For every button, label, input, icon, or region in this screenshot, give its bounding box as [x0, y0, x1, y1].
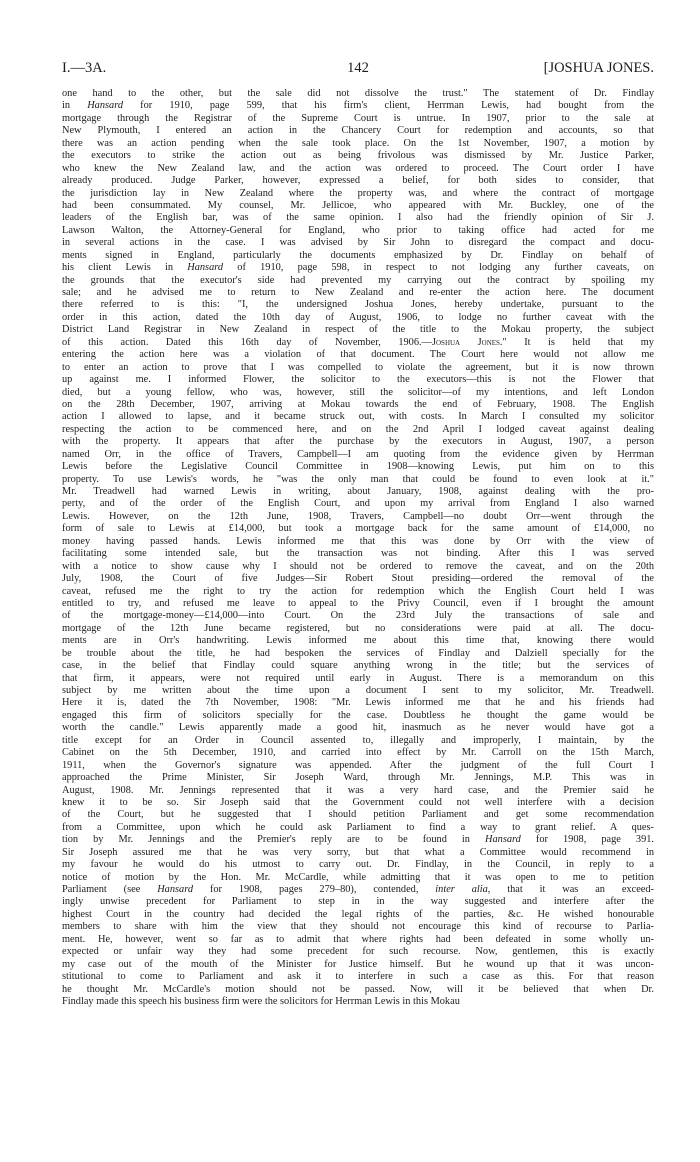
- text-line: of the Court, but he suggested that I should petition Parliament and get some recommendation: [62, 809, 654, 821]
- text-line: ment. He, however, went so far as to admit that where rights had been defeated in some wholly un-: [62, 933, 654, 945]
- text-line: the jurisdiction lay in New Zealand where the property was, and where the contract of mortgage: [62, 187, 654, 199]
- text-line: named Orr, in the office of Travers, Campbell—I am quoting from the evidence given by Herrman: [62, 448, 654, 460]
- text-line: from a Committee, upon which he could ask Parliament to find a way to grant relief. A ques-: [62, 821, 654, 833]
- text-line: who knew the New Zealand law, and the action was ordered to proceed. The Court order I have: [62, 162, 654, 174]
- text-line: Parliament (see Hansard for 1908, pages 279–80), contended, inter alia, that it was an exceed-: [62, 884, 654, 895]
- text-line: be trouble about the title, he had bespoken the services of Findlay and Dalziell specially for the: [62, 647, 654, 659]
- text-line: the executors to strike the action out as being frivolous was dismissed by Mr. Justice Parker,: [62, 150, 654, 162]
- text-line: title except for an Order in Council assented to, illegally and improperly, I maintain, by the: [62, 734, 654, 746]
- text-line: 1911, when the Governor's signature was appended. After the judgment of the full Court I: [62, 759, 654, 771]
- text-line: knew it to be so. Sir Joseph said that the Government could not well interfere with a decision: [62, 796, 654, 808]
- text-line: subject by me written about the time upon a document I sent to my solicitor, Mr. Treadwell.: [62, 685, 654, 696]
- text-line: he thought Mr. McCardle's motion should not be passed. Now, will it be believed that when Dr.: [62, 983, 654, 995]
- text-line: leaders of the English bar, was of the same opinion. I also had the friendly opinion of Sir J.: [62, 212, 654, 224]
- text-line: action I allowed to lapse, and it became struck out, with costs. In March I consulted my solicitor: [62, 411, 654, 423]
- text-line: my favour he would do his utmost to carry out. Dr. Findlay, in the Council, in reply to a: [62, 859, 654, 871]
- text-line: Findlay made this speech his business firm were the solicitors for Herrman Lewis in this Mokau: [62, 995, 460, 1007]
- text-line: with a notice to show cause why I should not be ordered to remove the caveat, and on the 20th: [62, 560, 654, 572]
- text-line: there referred to is this: "I, the undersigned Joshua Jones, hereby undertake, pursuant to the: [62, 299, 654, 311]
- text-line: Here it is, dated the 7th November, 1908: "Mr. Lewis informed me that he and his friends had: [62, 697, 654, 709]
- text-line: July, 1908, the Court of five Judges—Sir Robert Stout presiding—ordered the removal of the: [62, 573, 654, 585]
- witness-name: [JOSHUA JONES.: [543, 60, 654, 76]
- text-line: perty, and of the order of the English Court, and upon my arrival from England I also warned: [62, 498, 654, 510]
- text-line: of the mortgage-money—£14,000—into Court. On the 23rd July the transactions of sale and: [62, 610, 654, 622]
- text-line: one hand to the other, but the sale did not dissolve the trust." The statement of Dr. Findlay: [62, 88, 654, 99]
- text-line: to enter an action to prove that I was compelled to violate the agreement, but it is now thrown: [62, 361, 654, 373]
- text-line: ments are in Orr's handwriting. Lewis informed me about this time that, knowing there would: [62, 635, 654, 647]
- text-line: money having passed hands. Lewis informed me that this was done by Orr with the view of: [62, 535, 654, 547]
- page-header: [62, 60, 654, 80]
- text-line: members to share with him the view that they should not encourage this kind of recourse to Parlia-: [62, 921, 654, 933]
- text-line: caveat, refused me the right to try the action for redemption which the English Court held I was: [62, 585, 654, 597]
- text-line: Lawson Walton, the Attorney-General for England, who prior to taking office had acted for me: [62, 224, 654, 236]
- text-line: notice of motion by the Hon. Mr. McCardle, while admitting that it was open to me to petition: [62, 871, 654, 883]
- text-line: Lewis. However, on the 12th June, 1908, Travers, Campbell—no doubt Orr—went through the: [62, 510, 654, 522]
- text-line: with the property. It appears that after the purchase by the executors in August, 1907, a person: [62, 436, 654, 448]
- text-line: ments signed in England, particularly the documents emphasized by Dr. Findlay on behalf of: [62, 249, 654, 261]
- text-line: New Plymouth, I entered an action in the Chancery Court for redemption and accounts, so that: [62, 125, 654, 137]
- series-reference: I.—3A.: [62, 60, 107, 76]
- text-line: entitled to try, and refused me leave to appeal to the Privy Council, even if I brought the amount: [62, 597, 654, 609]
- text-line: worth the candle." Lewis apparently made a good hit, inasmuch as he never would have got a: [62, 722, 654, 734]
- text-line: that firm, it appears, were not required until early in August. There is a memorandum on this: [62, 672, 654, 684]
- text-line: had been consummated. My counsel, Mr. Jellicoe, who appeared with Mr. Buckley, one of the: [62, 199, 654, 211]
- text-line: case, in the belief that Findlay could square anything wrong in the title; but the services of: [62, 660, 654, 672]
- text-line: mortgage through the Registrar of the Supreme Court is untrue. In 1907, prior to the sale at: [62, 112, 654, 124]
- text-line: form of sale to Lewis at £14,000, but took a mortgage back for the same amount of £14,000, no: [62, 523, 654, 535]
- text-line: his client Lewis in Hansard of 1910, page 598, in respect to not lodging any further caveats, on: [62, 262, 655, 274]
- text-line: highest Court in the country had decided the legal rights of the parties, &c. He wished honourable: [62, 908, 654, 920]
- text-line: up against me. I informed Flower, the solicitor to the executors—this is not the Flower that: [62, 374, 654, 386]
- text-line: mortgage of the 12th June became registered, but no considerations were paid at all. The docu-: [62, 622, 654, 634]
- text-line: Mr. Treadwell had warned Lewis in writing, about January, 1908, against dealing with the pro-: [62, 486, 654, 497]
- text-line: Lewis before the Legislative Council Committee in 1908—knowing Lewis, put him on to this: [62, 461, 654, 473]
- text-line: Sir Joseph assured me that he was very sorry, but that what a Committee would recommend in: [62, 846, 654, 858]
- text-line: of this action. Dated this 16th day of November, 1906.—Joshua Jones." It is held that my: [62, 336, 654, 348]
- text-line: District Land Registrar in New Zealand in respect of the title to the Mokau property, the subject: [62, 324, 654, 336]
- text-line: engaged this firm of solicitors specially for the case. Doubtless he thought the game would be: [62, 709, 654, 721]
- text-line: respecting the action to be commenced here, and on the 2nd April I lodged caveat against dealing: [62, 423, 654, 435]
- text-line: tion by Mr. Jennings and the Premier's reply are to be found in Hansard for 1908, page 391.: [62, 834, 655, 846]
- text-line: sale; and he advised me to return to New Zealand and re-enter the action here. The document: [62, 287, 654, 298]
- text-line: my case out of the mouth of the Minister for Justice himself. But he wound up that it was uncon-: [62, 958, 654, 970]
- text-line: August, 1908. Mr. Jennings represented that it was a very hard case, and the Premier said he: [62, 784, 654, 796]
- text-line: entering the action here was a violation of that document. The Court here would not allow me: [62, 349, 654, 361]
- text-line: there was an action pending when the sale took place. On the 1st November, 1907, a motion by: [62, 137, 654, 149]
- text-line: approached the Prime Minister, Sir Joseph Ward, through Mr. Jennings, M.P. This was in: [62, 772, 654, 784]
- text-line: the grounds that the executor's side had prevented my carrying out the contract by spoiling my: [62, 274, 654, 286]
- text-line: order in this action, dated the 10th day of August, 1906, to lodge no further caveat with the: [62, 311, 654, 323]
- text-line: property. To use Lewis's words, he "was the only man that could be found to even look at it.": [62, 473, 654, 485]
- text-line: in several actions in the case. I was advised by Sir John to disregard the compact and docu-: [62, 237, 654, 249]
- text-line: died, but a young fellow, who was, however, still the solicitor—of my intentions, and left London: [62, 386, 654, 398]
- text-line: Cabinet on the 5th December, 1910, and carried into effect by Mr. Carroll on the 15th March,: [62, 747, 654, 759]
- text-line: on the 28th December, 1907, arriving at Mokau towards the end of February, 1908. The English: [62, 398, 654, 410]
- text-line: ingly unwise precedent for Parliament to step in in the way suggested and interfere after the: [62, 896, 654, 908]
- text-line: stitutional to come to Parliament and ask it to interfere in such a case as this. For that reason: [62, 971, 654, 983]
- body-text: [62, 88, 654, 1008]
- text-line: expected or unfair way they had some precedent for such recourse. Now, gentlemen, this is exactly: [62, 946, 654, 958]
- text-line: in Hansard for 1910, page 599, that his firm's client, Herrman Lewis, had bought from the: [62, 100, 654, 112]
- page-number: 142: [347, 60, 369, 76]
- text-line: facilitating some intended sale, but the transaction was not binding. After this I was served: [62, 548, 654, 560]
- text-line: already produced. Judge Parker, however, expressed a belief, for both sides to consider, that: [62, 175, 654, 187]
